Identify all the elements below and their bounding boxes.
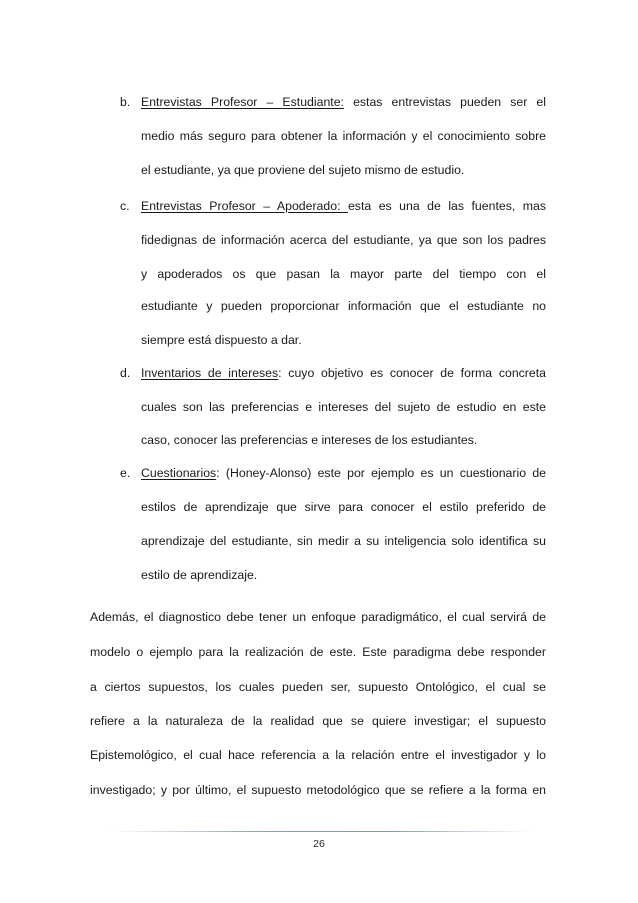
item-line: y apoderados os que pasan la mayor parte del tiempo con el: [141, 267, 546, 281]
list-marker: d.: [120, 366, 131, 380]
item-line: estudiante y pueden proporcionar información que el estudiante no: [141, 299, 546, 313]
paragraph-line: investigado; y por último, el supuesto metodológico que se refiere a la forma en: [90, 783, 546, 797]
page-number: 26: [313, 838, 325, 850]
item-line: estilos de aprendizaje que sirve para conocer el estilo preferido de: [141, 500, 546, 514]
item-heading: Cuestionarios: [141, 466, 217, 480]
item-line: cuales son las preferencias e intereses del sujeto de estudio en este: [141, 400, 546, 414]
item-heading: Entrevistas Profesor – Apoderado:: [141, 199, 348, 213]
item-first-line: [141, 366, 546, 380]
paragraph-line: refiere a la naturaleza de la realidad que se quiere investigar; el supuesto: [90, 714, 546, 728]
item-line: estilo de aprendizaje.: [141, 568, 258, 582]
item-text: esta es una de las fuentes, mas: [347, 199, 546, 213]
item-first-line: [141, 466, 546, 480]
item-first-line: [141, 95, 546, 109]
paragraph-line: Además, el diagnostico debe tener un enfoque paradigmático, el cual servirá de: [90, 610, 546, 624]
item-text: : (Honey-Alonso) este por ejemplo es un cuestionario de: [216, 466, 546, 480]
paragraph-line: Epistemológico, el cual hace referencia a la relación entre el investigador y lo: [90, 748, 546, 762]
list-marker: b.: [120, 95, 131, 109]
list-marker: c.: [120, 199, 130, 213]
item-line: fidedignas de información acerca del estudiante, ya que son los padres: [141, 233, 546, 247]
item-heading: Inventarios de intereses: [141, 366, 279, 380]
paragraph-line: a ciertos supuestos, los cuales pueden ser, supuesto Ontológico, el cual se: [90, 680, 546, 694]
item-text: : cuyo objetivo es conocer de forma concreta: [278, 366, 546, 380]
list-marker: e.: [120, 466, 131, 480]
item-line: caso, conocer las preferencias e intereses de los estudiantes.: [141, 433, 478, 447]
item-line: aprendizaje del estudiante, sin medir a su inteligencia solo identifica su: [141, 534, 546, 548]
item-line: el estudiante, ya que proviene del sujeto mismo de estudio.: [141, 163, 465, 177]
item-text: estas entrevistas pueden ser el: [343, 95, 546, 109]
item-heading: Entrevistas Profesor – Estudiante:: [141, 95, 344, 109]
item-line: medio más seguro para obtener la información y el conocimiento sobre: [141, 129, 546, 143]
item-line: siempre está dispuesto a dar.: [141, 333, 302, 347]
footer-divider: [110, 831, 530, 832]
item-first-line: [141, 199, 546, 213]
paragraph-line: modelo o ejemplo para la realización de este. Este paradigma debe responder: [90, 645, 546, 659]
